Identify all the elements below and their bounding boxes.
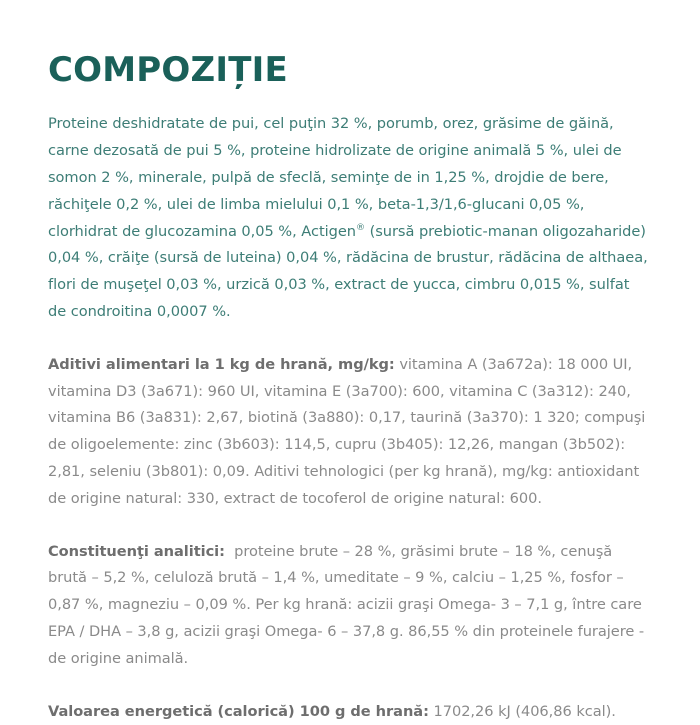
additives-section bbox=[48, 352, 652, 513]
energy-value-section bbox=[48, 699, 652, 725]
page-title: COMPOZIȚIE bbox=[48, 50, 288, 90]
composition-paragraph bbox=[48, 111, 652, 325]
analytical-constituents-text: proteine brute – 28 %, grăsimi brute – 18 %, cenuşă brută – 5,2 %, celuloză brută – 1,4 %, umeditate – 9 %, calciu – 1,25 %, fosfor – 0,87 %, magneziu – 0,09 %. Per kg hrană: acizii graşi Omega- 3 – 7,1 g, între care EPA / DHA – 3,8 g, acizii graşi Omega- 6 – 37,8 g. 86,55 % din proteinele furajere - de origine animală. bbox=[48, 542, 645, 667]
registered-trademark-icon: ® bbox=[355, 222, 365, 233]
analytical-constituents-label: Constituenţi analitici: bbox=[48, 542, 225, 560]
analytical-constituents-spacer bbox=[225, 543, 234, 560]
composition-text-part-one: Proteine deshidratate de pui, cel puţin 32 %, porumb, orez, grăsime de găină, carne dezosată de pui 5 %, proteine hidrolizate de origine animală 5 %, ulei de somon 2 %, minerale, pulpă de sfeclă, seminţe de in 1,25 %, drojdie de bere, răchiţele 0,2 %, ulei de limba mielului 0,1 %, beta-1,3/1,6-glucani 0,05 %, clorhidrat de glucozamina 0,05 %, Actigen bbox=[48, 115, 622, 240]
composition-text-part-two: (sursă prebiotic-manan oligozaharide) 0,04 %, crăiţe (sursă de luteina) 0,04 %, rădăcina de brustur, rădăcina de althaea, flori de muşeţel 0,03 %, urzică 0,03 %, extract de yucca, cimbru 0,015 %, sulfat de condroitina 0,0007 %. bbox=[48, 222, 648, 320]
energy-value-label: Valoarea energetică (calorică) 100 g de hrană: bbox=[48, 702, 429, 720]
analytical-constituents-section bbox=[48, 539, 652, 673]
additives-label: Aditivi alimentari la 1 kg de hrană, mg/kg: bbox=[48, 355, 395, 373]
energy-value-text: 1702,26 kJ (406,86 kcal). bbox=[433, 702, 616, 720]
additives-text: vitamina A (3a672a): 18 000 UI, vitamina D3 (3a671): 960 UI, vitamina E (3a700): 600, vitamina C (3a312): 240, vitamina B6 (3a831): 2,67, biotină (3a880): 0,17, taurină (3a370): 1 320; compuşi de oligoelemente: zinc (3b603): 114,5, cupru (3b405): 12,26, mangan (3b502): 2,81, seleniu (3b801): 0,09. Aditivi tehnologici (per kg hrană), mg/kg: antioxidant de origine natural: 330, extract de tocoferol de origine natural: 600. bbox=[48, 355, 646, 507]
